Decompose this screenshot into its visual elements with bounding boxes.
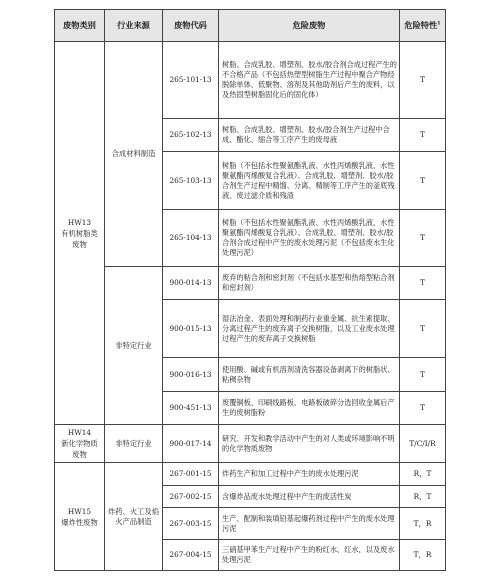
- waste-code: 265-103-13: [163, 152, 219, 210]
- source-cell: 炸药、火工及焰火产品制造: [105, 463, 163, 571]
- waste-code: 900-451-13: [163, 392, 219, 425]
- hazard-property: T，R: [400, 508, 446, 540]
- header-code: 废物代码: [163, 10, 219, 42]
- waste-description: 含爆炸品废水处理过程中产生的废活性炭: [219, 486, 400, 508]
- hazardous-waste-table: [54, 9, 446, 571]
- header-waste: 危险废物: [219, 10, 400, 42]
- hazard-property: R，T: [400, 463, 446, 486]
- waste-description: 使用酸、碱或有机溶剂清洗容器设备剥离下的树脂状、粘稠杂物: [219, 358, 400, 392]
- category-cell: HW15 爆炸性废物: [55, 463, 105, 571]
- waste-description: 树脂、合成乳胶、增塑剂、胶水/胶合剂合成过程产生的不合格产品（不包括热塑型树脂生产过程中聚合产物经脱除单体、低聚物、溶剂及其他助剂后产生的废料，以及热固型树脂固化后的固化体）: [219, 42, 400, 119]
- header-hazard-label: 危险特性: [404, 20, 438, 30]
- waste-code: 267-002-15: [163, 486, 219, 508]
- waste-code: 265-104-13: [163, 210, 219, 267]
- waste-description: 研究、开发和教学活动中产生的对人类或环境影响不明的化学物质废物: [219, 425, 400, 463]
- header-row: [55, 10, 446, 42]
- table-row: [55, 463, 446, 486]
- waste-code: 265-102-13: [163, 119, 219, 152]
- waste-code: 265-101-13: [163, 42, 219, 119]
- category-cell: HW14 新化学物质 废物: [55, 425, 105, 463]
- waste-code: 900-016-13: [163, 358, 219, 392]
- waste-code: 267-004-15: [163, 540, 219, 571]
- hazard-property: T: [400, 119, 446, 152]
- header-category: 废物类别: [55, 10, 105, 42]
- table-row: [55, 425, 446, 463]
- source-cell: 合成材料制造: [105, 42, 163, 267]
- source-cell: 非特定行业: [105, 425, 163, 463]
- header-source: 行业来源: [105, 10, 163, 42]
- waste-description: 生产、配制和装填铅基起爆药剂过程中产生的废水处理污泥: [219, 508, 400, 540]
- header-hazard: [400, 10, 446, 42]
- hazard-property: T/C/I/R: [400, 425, 446, 463]
- waste-description: 废覆铜板、印刷线路板、电路板破碎分选回收金属后产生的废树脂粉: [219, 392, 400, 425]
- hazard-property: T: [400, 358, 446, 392]
- hazard-property: T: [400, 152, 446, 210]
- table-body: [55, 42, 446, 571]
- waste-description: 湿法冶金、表面处理和制药行业重金属、抗生素提取、分离过程产生的废弃离子交换树脂，以及工业废水处理过程产生的废弃离子交换树脂: [219, 300, 400, 358]
- waste-description: 三硝基甲苯生产过程中产生的粉红水、红水，以及废水处理污泥: [219, 540, 400, 571]
- waste-description: 树脂（不包括水性聚氨酯乳液、水性丙烯酸乳液、水性聚氨酯丙烯酸复合乳液）、合成乳胶、增塑剂、胶水/胶合剂合成过程中产生的废水处理污泥（不包括废水生化处理污泥）: [219, 210, 400, 267]
- waste-code: 267-001-15: [163, 463, 219, 486]
- hazard-property: T: [400, 210, 446, 267]
- waste-code: 900-015-13: [163, 300, 219, 358]
- header-hazard-footnote: 1: [437, 20, 441, 27]
- waste-description: 树脂、合成乳胶、增塑剂、胶水/胶合剂生产过程中合成、酯化、缩合等工序产生的废母液: [219, 119, 400, 152]
- hazard-property: T: [400, 300, 446, 358]
- hazard-property: R，T: [400, 486, 446, 508]
- hazard-property: T，R: [400, 540, 446, 571]
- hazard-property: T: [400, 267, 446, 300]
- table-row: [55, 267, 446, 300]
- waste-code: 267-003-15: [163, 508, 219, 540]
- table-row: [55, 42, 446, 119]
- category-cell: HW13 有机树脂类 废物: [55, 42, 105, 425]
- waste-description: 废弃的粘合剂和密封剂（不包括水基型和热熔型粘合剂和密封剂）: [219, 267, 400, 300]
- hazard-property: T: [400, 42, 446, 119]
- waste-code: 900-014-13: [163, 267, 219, 300]
- waste-description: 树脂（不包括水性聚氨酯乳液、水性丙烯酸乳液、水性聚氨酯丙烯酸复合乳液）、合成乳胶、增塑剂、胶水/胶合剂生产过程中精馏、分离、精制等工序产生的釜底残液、废过滤介质和残渣: [219, 152, 400, 210]
- hazard-property: T: [400, 392, 446, 425]
- waste-description: 炸药生产和加工过程中产生的废水处理污泥: [219, 463, 400, 486]
- waste-code: 900-017-14: [163, 425, 219, 463]
- source-cell: 非特定行业: [105, 267, 163, 425]
